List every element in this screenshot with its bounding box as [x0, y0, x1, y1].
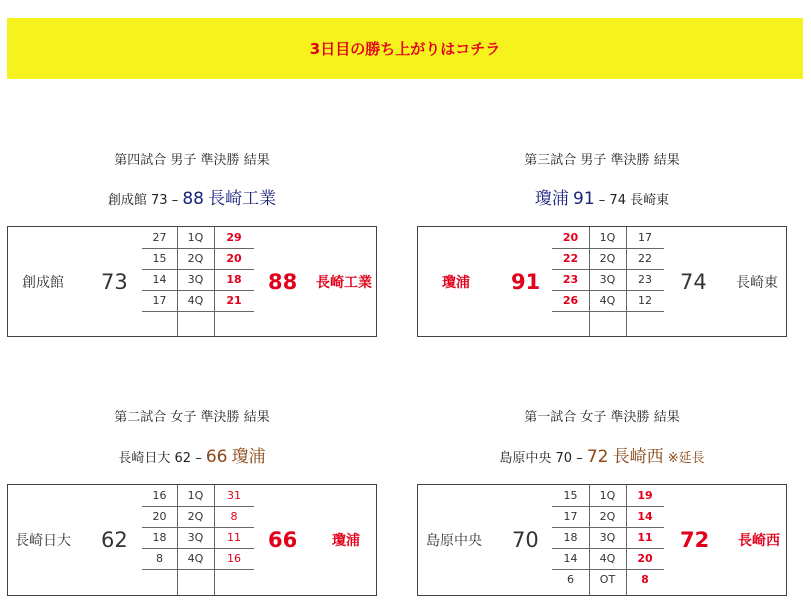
game-title: [417, 406, 787, 425]
quarter-label: 1Q: [599, 231, 616, 244]
box-right-total: 66: [268, 528, 298, 552]
left-quarter-score: 17: [563, 510, 578, 523]
right-quarter-score: 16: [227, 552, 241, 565]
right-quarter-score: 14: [637, 510, 653, 523]
left-quarter-score: 26: [562, 294, 579, 307]
box-right-team: 長崎工業: [316, 274, 372, 291]
left-quarter-score: 20: [562, 231, 579, 244]
quarter-row: [552, 548, 664, 569]
game-title: [417, 149, 787, 168]
box-right-total: 74: [680, 269, 707, 294]
left-quarter-score: 27: [152, 231, 167, 244]
quarter-row: [142, 227, 254, 248]
right-quarter-score: 22: [638, 252, 652, 265]
quarter-row: [552, 569, 664, 590]
score-separator: –: [171, 193, 179, 208]
box-left-total: 70: [512, 528, 539, 552]
left-quarter-score: 14: [563, 552, 578, 565]
right-quarter-score: 8: [641, 573, 649, 586]
right-team-name: 長崎西: [612, 447, 664, 467]
right-quarter-score: 8: [230, 510, 238, 523]
box-left-total: 62: [101, 528, 128, 552]
quarter-label: 2Q: [187, 510, 204, 523]
game-title: [7, 406, 377, 425]
right-quarter-score: 20: [637, 552, 653, 565]
left-quarter-score: 22: [562, 252, 579, 265]
box-right-team: 長崎西: [738, 533, 780, 549]
quarter-label: [177, 569, 214, 590]
right-quarter-score: [214, 311, 254, 332]
left-quarter-score: 20: [152, 510, 167, 523]
quarter-row: [142, 290, 254, 311]
box-right-total: 72: [680, 528, 710, 552]
quarter-label: [177, 311, 214, 332]
quarter-grid: [552, 227, 664, 336]
quarter-label: 3Q: [599, 273, 616, 286]
box-left-total: 91: [511, 269, 541, 294]
quarter-label: 2Q: [599, 252, 616, 265]
quarter-label: OT: [599, 573, 616, 586]
quarter-row: [552, 290, 664, 311]
game-title-text: 第四試合 男子 準決勝 結果: [114, 153, 270, 168]
game-score-line: [7, 184, 377, 209]
left-quarter-score: 18: [563, 531, 578, 544]
quarter-label: 4Q: [187, 294, 204, 307]
quarter-row: [142, 506, 254, 527]
quarter-row: [142, 527, 254, 548]
quarter-grid: [142, 227, 254, 336]
right-quarter-score: 19: [637, 489, 653, 502]
game-title-text: 第二試合 女子 準決勝 結果: [114, 410, 270, 425]
game-card-girls-1: [417, 398, 787, 598]
game-score-line: [7, 442, 377, 467]
right-quarter-score: 29: [226, 231, 242, 244]
game-title: [7, 149, 377, 168]
left-quarter-score: [552, 311, 589, 332]
box-left-team: 創成館: [22, 274, 64, 291]
quarter-label: 1Q: [187, 489, 204, 502]
overtime-note: ※延長: [667, 451, 705, 466]
left-quarter-score: 15: [152, 252, 167, 265]
quarter-row: [552, 527, 664, 548]
quarter-label: [589, 311, 626, 332]
right-quarter-score: 12: [638, 294, 652, 307]
quarter-score-box: [7, 484, 377, 596]
score-separator: –: [576, 451, 583, 466]
box-left-total: 73: [101, 269, 128, 294]
game-score-line: [417, 442, 787, 467]
score-separator: –: [598, 193, 606, 208]
game-card-boys-4: [7, 140, 377, 340]
left-quarter-score: [142, 311, 177, 332]
right-quarter-score: 11: [637, 531, 653, 544]
left-team-name: 島原中央: [499, 451, 552, 466]
right-score: 88: [182, 189, 204, 209]
right-quarter-score: 18: [226, 273, 242, 286]
quarter-label: 2Q: [599, 510, 616, 523]
left-quarter-score: 15: [563, 489, 578, 502]
left-team-name: 瓊浦: [534, 189, 569, 209]
quarter-label: 4Q: [599, 552, 616, 565]
quarter-grid: [142, 485, 254, 595]
quarter-row: [552, 227, 664, 248]
left-quarter-score: 17: [152, 294, 167, 307]
quarter-label: 2Q: [187, 252, 204, 265]
quarter-row: [552, 485, 664, 506]
score-separator: –: [195, 451, 202, 466]
right-score: 74: [609, 193, 626, 208]
right-quarter-score: 20: [226, 252, 242, 265]
box-left-team: 島原中央: [426, 533, 482, 549]
quarter-row: [552, 506, 664, 527]
quarter-score-box: [7, 226, 377, 337]
quarter-row: [142, 485, 254, 506]
left-quarter-score: 16: [152, 489, 167, 502]
right-quarter-score: [626, 311, 664, 332]
right-quarter-score: 23: [638, 273, 652, 286]
box-right-team: 瓊浦: [332, 533, 360, 549]
quarter-label: 3Q: [187, 531, 204, 544]
quarter-score-box: [417, 484, 787, 596]
box-left-team: 瓊浦: [442, 274, 470, 291]
quarter-label: 1Q: [599, 489, 616, 502]
right-quarter-score: [214, 569, 254, 590]
box-left-team: 長崎日大: [15, 533, 71, 549]
left-quarter-score: 6: [567, 573, 574, 586]
right-score: 72: [586, 447, 609, 467]
left-team-name: 創成館: [107, 193, 147, 208]
left-team-name: 長崎日大: [118, 451, 171, 466]
right-quarter-score: 31: [227, 489, 241, 502]
quarter-label: 3Q: [599, 531, 616, 544]
left-score: 62: [174, 451, 192, 466]
quarter-row: [552, 269, 664, 290]
right-score: 66: [205, 447, 228, 467]
quarter-row: [552, 248, 664, 269]
banner[interactable]: [7, 18, 803, 79]
right-team-name: 長崎工業: [208, 189, 277, 209]
game-score-line: [417, 184, 787, 209]
game-card-girls-2: [7, 398, 377, 598]
left-score: 91: [573, 189, 595, 209]
quarter-row: [142, 569, 254, 590]
game-card-boys-3: [417, 140, 787, 340]
left-score: 70: [555, 451, 573, 466]
left-quarter-score: [142, 569, 177, 590]
game-title-text: 第三試合 男子 準決勝 結果: [524, 153, 680, 168]
quarter-label: 1Q: [187, 231, 204, 244]
right-team-name: 長崎東: [630, 193, 670, 208]
quarter-row: [142, 548, 254, 569]
box-right-team: 長崎東: [736, 274, 778, 291]
right-quarter-score: 21: [226, 294, 242, 307]
quarter-row: [552, 311, 664, 332]
quarter-label: 3Q: [187, 273, 204, 286]
game-title-text: 第一試合 女子 準決勝 結果: [524, 410, 680, 425]
quarter-row: [142, 248, 254, 269]
quarter-score-box: [417, 226, 787, 337]
left-quarter-score: 14: [152, 273, 167, 286]
quarter-grid: [552, 485, 664, 595]
right-team-name: 瓊浦: [231, 447, 266, 467]
left-quarter-score: 18: [152, 531, 167, 544]
right-quarter-score: 17: [638, 231, 652, 244]
left-score: 73: [151, 193, 168, 208]
left-quarter-score: 23: [562, 273, 579, 286]
box-right-total: 88: [268, 269, 298, 294]
quarter-row: [142, 311, 254, 332]
quarter-label: 4Q: [599, 294, 616, 307]
right-quarter-score: 11: [227, 531, 241, 544]
banner-link[interactable]: 3日目の勝ち上がりはコチラ: [309, 40, 501, 58]
quarter-row: [142, 269, 254, 290]
quarter-label: 4Q: [187, 552, 204, 565]
left-quarter-score: 8: [156, 552, 163, 565]
